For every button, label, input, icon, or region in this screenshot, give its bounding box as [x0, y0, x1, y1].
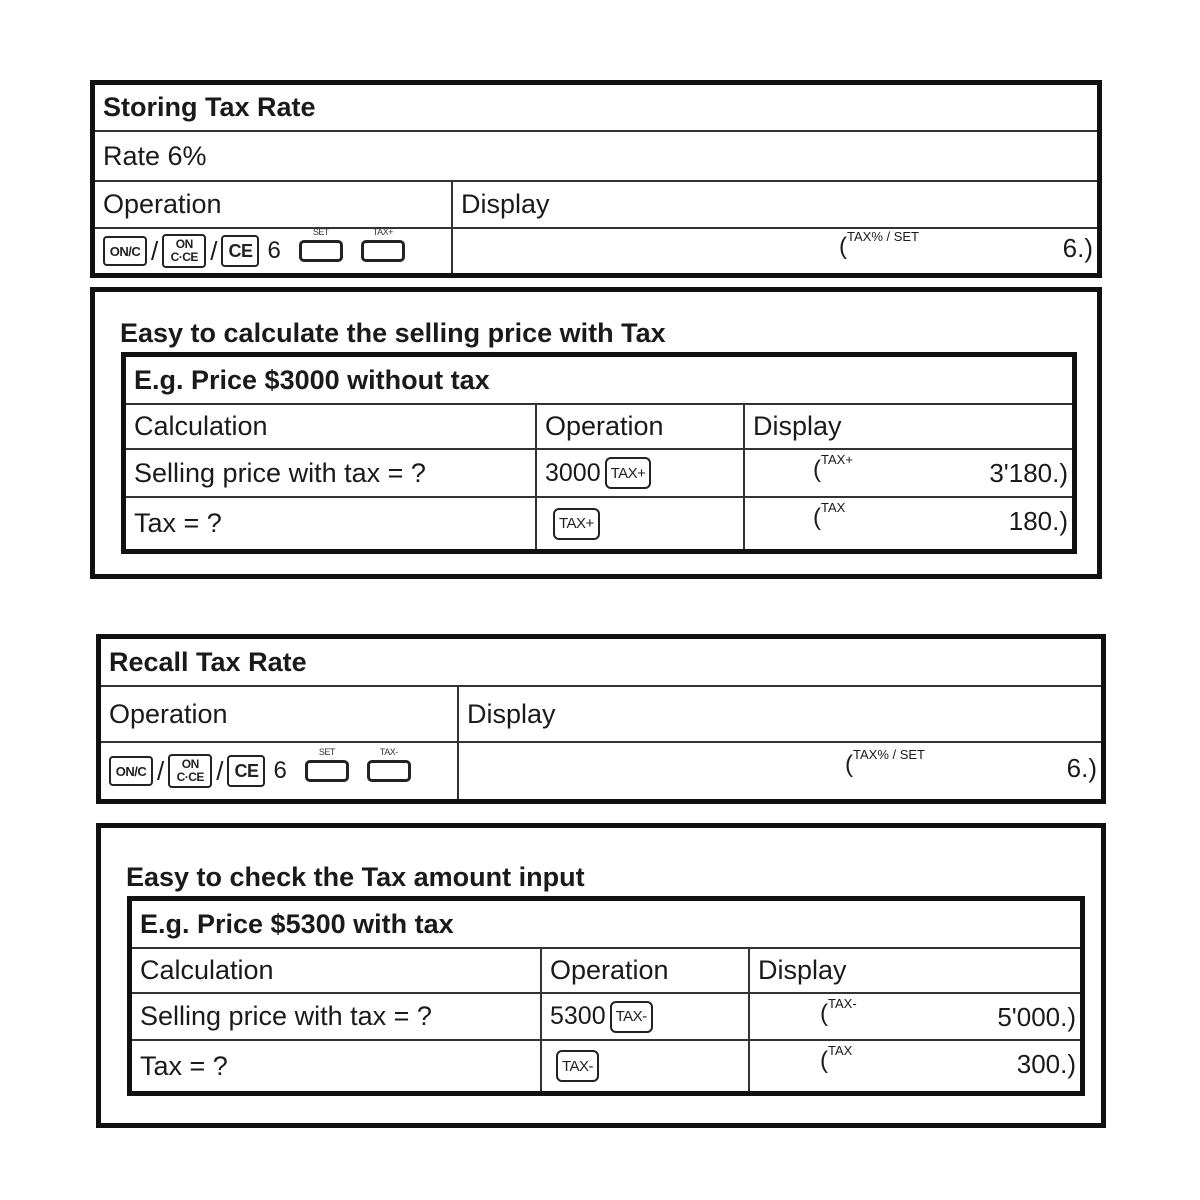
storing-col-display: Display	[453, 182, 1097, 229]
display-indicator: TAX	[821, 500, 846, 515]
display-value: 3'180.)	[989, 458, 1068, 488]
tax-minus-key-icon: TAX-	[367, 760, 411, 782]
table-row-calculation: Selling price with tax = ?	[132, 994, 542, 1041]
selling-example-table	[121, 352, 1077, 554]
table-row-display: ( TAX 300.)	[820, 1043, 1076, 1079]
ce-key-icon: CE	[221, 235, 259, 267]
table-row-operation	[537, 498, 745, 549]
display-value: 6.)	[1062, 233, 1093, 263]
ce-key-icon: CE	[227, 755, 265, 787]
table-row-display: ( TAX 180.)	[813, 500, 1068, 536]
on-cce-key-icon: ON C·CE	[162, 234, 206, 268]
table-row-calculation: Selling price with tax = ?	[126, 450, 537, 498]
display-value: 6.)	[1066, 753, 1097, 783]
storing-rate: Rate 6%	[95, 132, 1097, 182]
tax-minus-key-icon: TAX-	[610, 1001, 653, 1033]
table-row-calculation: Tax = ?	[132, 1041, 542, 1091]
display-value: 5'000.)	[997, 1002, 1076, 1032]
storing-col-operation: Operation	[95, 182, 453, 229]
checking-example: E.g. Price $5300 with tax	[132, 901, 1080, 949]
digit-six: 6	[267, 237, 281, 264]
display-indicator: TAX% / SET	[847, 229, 919, 244]
table-row-calculation: Tax = ?	[126, 498, 537, 549]
storing-display-readout: ( TAX% / SET 6.)	[839, 229, 1093, 263]
recall-operation-keys: ON/C / ON C·CE / CE 6 SET TAX-	[101, 743, 459, 799]
checking-example-table	[127, 896, 1085, 1096]
selling-heading: Easy to calculate the selling price with Tax	[120, 318, 666, 348]
checking-heading: Easy to check the Tax amount input	[126, 862, 585, 892]
set-key-icon: SET	[305, 760, 349, 782]
storing-operation-keys: ON/C / ON C·CE / CE 6 SET TAX+	[95, 229, 453, 273]
selling-price-panel	[90, 287, 1102, 579]
storing-tax-rate-table	[90, 80, 1102, 278]
recall-display-readout: ( TAX% / SET 6.)	[845, 747, 1097, 783]
display-value: 300.)	[1016, 1049, 1076, 1079]
tax-plus-key-icon: TAX+	[605, 457, 652, 489]
storing-grid	[95, 85, 1097, 273]
recall-col-operation: Operation	[101, 687, 459, 743]
tax-plus-key-icon: TAX+	[553, 508, 600, 540]
on-c-key-icon: ON/C	[103, 236, 147, 266]
check-tax-panel	[96, 823, 1106, 1128]
table-row-display: ( TAX- 5'000.)	[750, 994, 1080, 1041]
set-key-icon: SET	[299, 240, 343, 262]
tax-plus-key-icon: TAX+	[361, 240, 405, 262]
selling-col-display: Display	[745, 405, 1072, 450]
table-row-operation	[542, 1041, 750, 1091]
checking-col-operation: Operation	[542, 949, 750, 994]
display-indicator: TAX-	[828, 996, 857, 1011]
display-indicator: TAX+	[821, 452, 853, 467]
selling-col-calculation: Calculation	[126, 405, 537, 450]
table-row-operation: 5300 TAX-	[542, 994, 750, 1041]
table-row-display: ( TAX+ 3'180.)	[745, 450, 1072, 498]
on-cce-key-icon: ON C·CE	[168, 754, 212, 788]
recall-col-display: Display	[459, 687, 1101, 743]
storing-title: Storing Tax Rate	[95, 85, 1097, 132]
selling-example: E.g. Price $3000 without tax	[126, 357, 1072, 405]
display-indicator: TAX	[828, 1043, 853, 1058]
display-value: 180.)	[1008, 506, 1068, 536]
checking-col-display: Display	[750, 949, 1080, 994]
on-c-key-icon: ON/C	[109, 756, 153, 786]
recall-title: Recall Tax Rate	[101, 639, 1101, 687]
recall-tax-rate-table	[96, 634, 1106, 804]
selling-col-operation: Operation	[537, 405, 745, 450]
checking-col-calculation: Calculation	[132, 949, 542, 994]
digit-six: 6	[273, 757, 287, 784]
display-indicator: TAX% / SET	[853, 747, 925, 762]
table-row-operation: 3000 TAX+	[537, 450, 745, 498]
tax-minus-key-icon: TAX-	[556, 1050, 599, 1082]
